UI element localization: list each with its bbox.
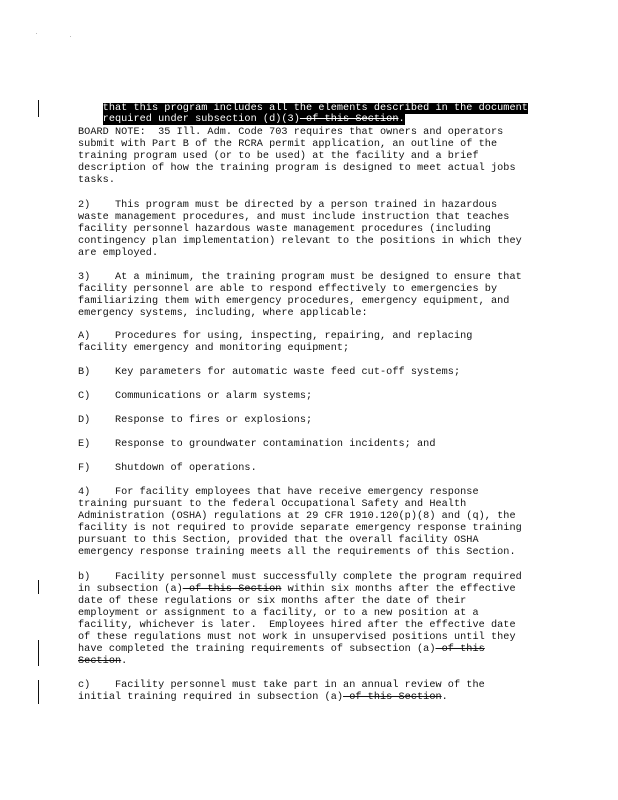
intro-highlight: that this program includes all the elements described in the document xyxy=(102,103,528,114)
paragraph-4-line: facility is not required to provide separate emergency response training xyxy=(78,523,522,534)
board-note-line: BOARD NOTE: 35 Ill. Adm. Code 703 requires that owners and operators xyxy=(78,127,504,138)
paragraph-4-line: 4) For facility employees that have receive emergency response xyxy=(78,487,479,498)
subsection-b-line: date of these regulations or six months after the date of their xyxy=(78,596,467,607)
revision-bar xyxy=(38,580,39,594)
paragraph-2-line: waste management procedures, and must include instruction that teaches xyxy=(78,212,510,223)
board-note-line: submit with Part B of the RCRA permit application, an outline of the xyxy=(78,139,498,150)
intro-highlight: required under subsection (d)(3) of this Section. xyxy=(102,114,405,125)
board-note-line: tasks. xyxy=(78,175,115,186)
list-item-e: E) Response to groundwater contamination incidents; and xyxy=(78,439,436,450)
subsection-b-line: have completed the training requirements of subsection (a) of this xyxy=(78,644,485,655)
list-item-a: facility emergency and monitoring equipment; xyxy=(78,343,350,354)
subsection-b-line: Section. xyxy=(78,656,128,667)
struck-text: of this Section xyxy=(299,114,399,125)
subsection-b-line: b) Facility personnel must successfully complete the program required xyxy=(78,572,522,583)
list-item-c: C) Communications or alarm systems; xyxy=(78,391,313,402)
board-note-line: training program used (or to be used) at the facility and a brief xyxy=(78,151,479,162)
list-item-f: F) Shutdown of operations. xyxy=(78,463,257,474)
paragraph-2-line: contingency plan implementation) relevant to the positions in which they xyxy=(78,236,522,247)
subsection-b-line: facility, whichever is later. Employees hired after the effective date xyxy=(78,620,516,631)
scan-speck xyxy=(70,36,71,37)
subsection-b-line: of these regulations must not work in unsupervised positions until they xyxy=(78,632,516,643)
struck-text: Section xyxy=(78,656,122,667)
paragraph-4-line: pursuant to this Section, provided that the overall facility OSHA xyxy=(78,535,479,546)
paragraph-3-line: familiarizing them with emergency procedures, emergency equipment, and xyxy=(78,296,510,307)
paragraph-3-line: emergency systems, including, where applicable: xyxy=(78,308,368,319)
subsection-b-line: employment or assignment to a facility, or to a new position at a xyxy=(78,608,479,619)
paragraph-4-line: Administration (OSHA) regulations at 29 CFR 1910.120(p)(8) and (q), the xyxy=(78,511,516,522)
paragraph-4-line: training pursuant to the federal Occupational Safety and Health xyxy=(78,499,467,510)
paragraph-3-line: 3) At a minimum, the training program must be designed to ensure that xyxy=(78,272,522,283)
struck-text: of this Section xyxy=(343,692,442,703)
subsection-c-line: c) Facility personnel must take part in an annual review of the xyxy=(78,680,485,691)
subsection-c-line: initial training required in subsection (a) of this Section. xyxy=(78,692,448,703)
struck-text: of this Section xyxy=(182,584,282,595)
board-note-line: description of how the training program is designed to meet actual jobs xyxy=(78,163,516,174)
list-item-b: B) Key parameters for automatic waste feed cut-off systems; xyxy=(78,367,461,378)
revision-bar xyxy=(38,100,39,117)
revision-bar xyxy=(38,640,39,666)
list-item-a: A) Procedures for using, inspecting, repairing, and replacing xyxy=(78,331,473,342)
struck-text: of this xyxy=(435,644,485,655)
list-item-d: D) Response to fires or explosions; xyxy=(78,415,313,426)
scan-speck xyxy=(36,33,37,34)
paragraph-2-line: 2) This program must be directed by a person trained in hazardous xyxy=(78,200,498,211)
revision-bar xyxy=(38,680,39,704)
paragraph-2-line: facility personnel hazardous waste management procedures (including xyxy=(78,224,491,235)
subsection-b-line: in subsection (a) of this Section within six months after the effective xyxy=(78,584,516,595)
paragraph-4-line: emergency response training meets all the requirements of this Section. xyxy=(78,547,516,558)
paragraph-2-line: are employed. xyxy=(78,248,159,259)
paragraph-3-line: facility personnel are able to respond effectively to emergencies by xyxy=(78,284,498,295)
